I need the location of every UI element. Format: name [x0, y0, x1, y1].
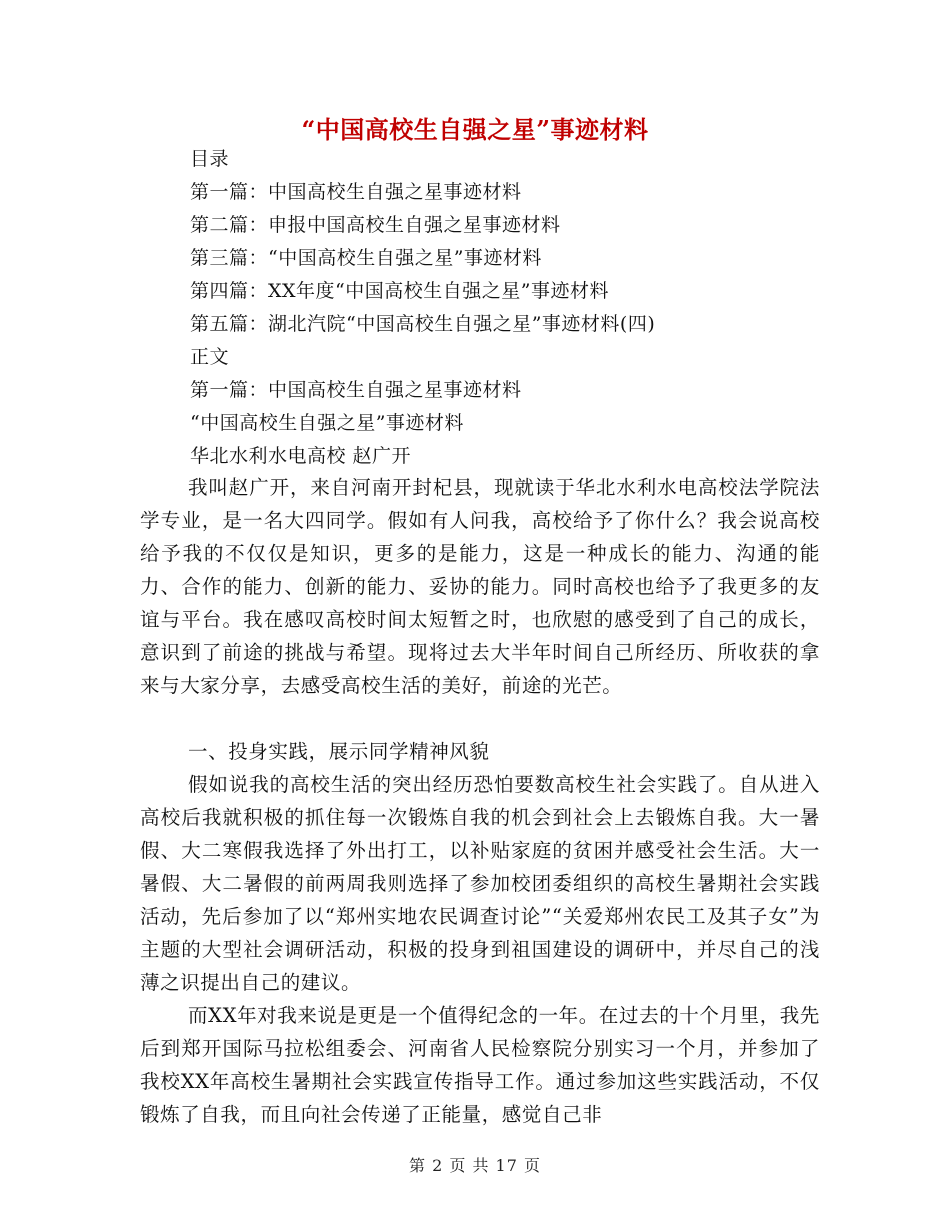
chapter-title: 第一篇：中国高校生自强之星事迹材料 [190, 379, 522, 401]
paragraph-xx-year: 而XX年对我来说是更是一个值得纪念的一年。在过去的十个月里，我先后到郑开国际马拉松组委会、河南省人民检察院分别实习一个月，并参加了我校XX年高校生暑期社会实践宣传指导工作。通过参加这些实践活动，不仅锻炼了自我，而且向社会传递了正能量，感觉自己非 [140, 1004, 820, 1126]
toc-item-5: 第五篇：湖北汽院“中国高校生自强之星”事迹材料(四) [190, 313, 656, 335]
body-heading: 正文 [190, 346, 230, 368]
section-heading: 一、投身实践，展示同学精神风貌 [188, 740, 490, 763]
toc-item-4: 第四篇：XX年度“中国高校生自强之星”事迹材料 [190, 280, 609, 302]
paragraph-intro: 我叫赵广开，来自河南开封杞县，现就读于华北水利水电高校法学院法学专业，是一名大四同学。假如有人问我，高校给予了你什么？我会说高校给予我的不仅仅是知识，更多的是能力，这是一种成长的能力、沟通的能力、合作的能力、创新的能力、妥协的能力。同时高校也给予了我更多的友谊与平台。我在感叹高校时间太短暂之时，也欣慰的感受到了自己的成长，意识到了前途的挑战与希望。现将过去大半年时间自己所经历、所收获的拿来与大家分享，去感受高校生活的美好，前途的光芒。 [140, 476, 820, 697]
page-footer: 第 2 页 共 17 页 [409, 1156, 541, 1175]
author-line: 华北水利水电高校 赵广开 [190, 445, 412, 467]
toc-item-1: 第一篇：中国高校生自强之星事迹材料 [190, 181, 522, 203]
paragraph-practice: 假如说我的高校生活的突出经历恐怕要数高校生社会实践了。自从进入高校后我就积极的抓住每一次锻炼自我的机会到社会上去锻炼自我。大一暑假、大二寒假我选择了外出打工，以补贴家庭的贫困并感受社会生活。大一暑假、大二暑假的前两周我则选择了参加校团委组织的高校生暑期社会实践活动，先后参加了以“郑州实地农民调查讨论”“关爱郑州农民工及其子女”为主题的大型社会调研活动，积极的投身到祖国建设的调研中，并尽自己的浅薄之识提出自己的建议。 [140, 773, 820, 994]
toc-item-3: 第三篇：“中国高校生自强之星”事迹材料 [190, 247, 542, 269]
document-title: “中国高校生自强之星”事迹材料 [301, 115, 649, 144]
toc-heading: 目录 [190, 148, 230, 170]
article-title: “中国高校生自强之星”事迹材料 [190, 412, 464, 434]
toc-item-2: 第二篇：申报中国高校生自强之星事迹材料 [190, 214, 561, 236]
